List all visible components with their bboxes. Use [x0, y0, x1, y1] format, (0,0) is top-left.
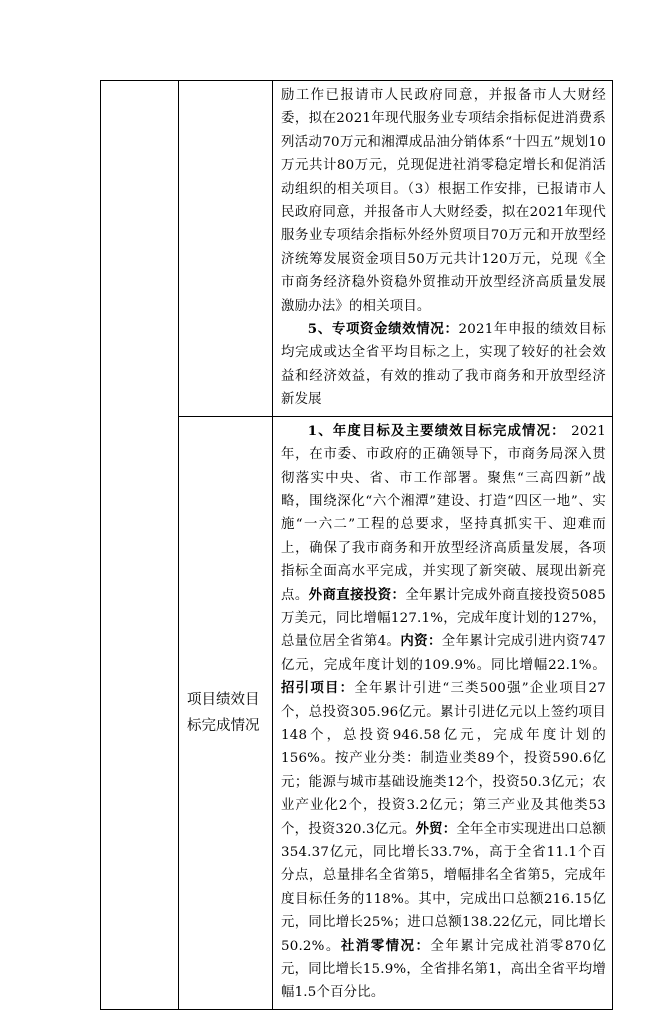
bold-heading-text: 招引项目：	[281, 680, 355, 697]
paragraph	[281, 318, 606, 412]
bold-heading-text: 5、专项资金绩效情况：	[307, 321, 459, 338]
paragraph	[281, 420, 606, 1005]
performance-text	[273, 417, 612, 1009]
bold-heading-text: 社消零情况：	[340, 937, 431, 954]
table-label-cell-performance	[179, 416, 273, 1009]
body-text: 2021年，在市委、市政府的正确领导下，市商务局深入贯彻落实中央、省、市工作部署。聚焦“三高四新”战略，围绕深化“六个湘潭”建设、打造“四区一地”、实施“一六二”工程的总要求，坚持真抓实干、迎难而上，确保了我市商务和开放型经济高质量发展，各项指标全面高水平完成，并实现了新突破、展现出新亮点。	[281, 423, 606, 603]
bold-heading-text: 1、年度目标及主要绩效目标完成情况：	[307, 422, 566, 439]
continuation-text	[273, 81, 612, 416]
bold-heading-text: 内资：	[400, 633, 442, 650]
body-text: 全年累计完成外商直接投资5085万美元，同比增幅127.1%，完成年度计划的127%，总量位居全省第4。	[281, 587, 606, 650]
body-text: 全年全市实现进出口总额354.37亿元，同比增长33.7%，高于全省11.1个百分点，总量排名全省第5，增幅排名全省第5，完成年度目标任务的118%。其中，完成出口总额216.15亿元，同比增长25%；进口总额138.22亿元，同比增长50.2%。	[281, 821, 607, 954]
table-content-cell-performance	[273, 416, 613, 1009]
body-text: 2021年申报的绩效目标均完成或达全省平均目标之上，实现了较好的社会效益和经济效益，有效的推动了我市商务和开放型经济新发展	[281, 322, 606, 408]
body-text: 全年累计完成引进内资747亿元，完成年度计划的109.9%。同比增幅22.1%。	[281, 634, 606, 673]
body-text: 励工作已报请市人民政府同意，并报备市人大财经委，拟在2021年现代服务业专项结余指标促进消费系列活动70万元和湘潭成品油分销体系“十四五”规划10万元共计80万元，兑现促进社消零稳定增长和促消活动组织的相关项目。（3）根据工作安排，已报请市人民政府同意，并报备市人大财经委，拟在2021年现代服务业专项结余指标外经外贸项目70万元和开放型经济统筹发展资金项目50万元共计120万元，兑现《全市商务经济稳外资稳外贸推动开放型经济高质量发展激励办法》的相关项目。	[281, 88, 606, 314]
body-text: 全年累计引进“三类500强”企业项目27个，总投资305.96亿元。累计引进亿元以上签约项目148个，总投资946.58亿元，完成年度计划的156%。按产业分类：制造业类89个，投资590.6亿元；能源与城市基础设施类12个，投资50.3亿元；农业产业化2个，投资3.2亿元；第三产业及其他类53个，投资320.3亿元。	[281, 681, 606, 837]
table-row-continuation	[101, 81, 613, 417]
table-content-cell-continuation	[273, 81, 613, 417]
table-first-column-cell	[101, 81, 179, 1010]
performance-label: 项目绩效目标完成情况	[187, 691, 260, 734]
table-label-cell-empty	[179, 81, 273, 417]
bold-heading-text: 外商直接投资：	[308, 586, 406, 603]
bold-heading-text: 外贸：	[415, 820, 457, 837]
paragraph	[281, 84, 606, 318]
body-text: 全年累计完成社消零870亿元，同比增长15.9%，全省排名第1，高出全省平均增幅1.5个百分比。	[281, 938, 606, 1001]
performance-table	[100, 80, 613, 1010]
